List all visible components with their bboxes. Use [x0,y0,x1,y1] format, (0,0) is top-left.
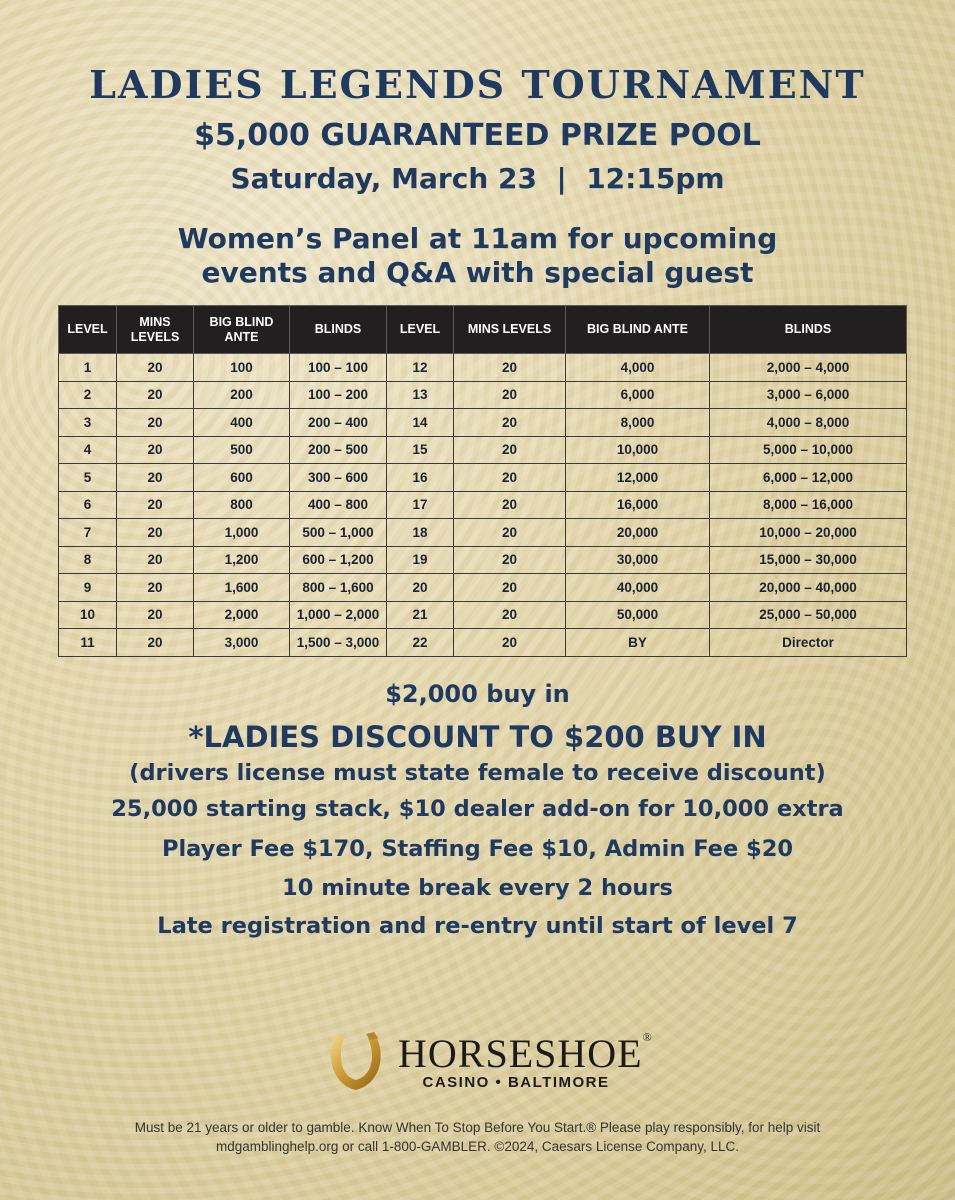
table-cell: 20,000 [566,519,710,547]
column-header-line: BLINDS [314,322,362,336]
license-note: (drivers license must state female to receive discount) [129,760,826,786]
table-cell: 20 [117,354,194,382]
panel-announcement [0,222,955,290]
table-cell: 20 [454,574,566,602]
column-header [59,306,117,354]
table-cell: 20 [454,491,566,519]
table-row [59,574,907,602]
disclaimer-line-1: Must be 21 years or older to gamble. Know When To Stop Before You Start.® Please play responsibly, for help visit [134,1120,821,1135]
column-header-line: ANTE [224,329,259,344]
table-cell: 19 [387,546,454,574]
table-cell: 200 – 500 [290,436,387,464]
table-cell: 12 [387,354,454,382]
column-header [194,306,290,354]
fees-text: Player Fee $170, Staffing Fee $10, Admin Fee $20 [161,836,794,862]
table-cell: 14 [387,409,454,437]
table-cell: 20 [454,354,566,382]
table-cell: 1,000 [194,519,290,547]
legal-disclaimer [0,1118,955,1156]
table-row [59,354,907,382]
table-cell: 1,500 – 3,000 [290,629,387,657]
table-cell: 20 [117,436,194,464]
table-cell: 20 [454,629,566,657]
column-header [566,306,710,354]
buy-in-text: $2,000 buy in [385,680,570,708]
table-cell: 21 [387,601,454,629]
table-row [59,546,907,574]
table-row [59,491,907,519]
table-row [59,601,907,629]
table-cell: 20 [454,464,566,492]
table-cell: 8,000 [566,409,710,437]
table-cell: 500 [194,436,290,464]
column-header-line: BIG BLIND ANTE [587,322,688,336]
table-cell: 300 – 600 [290,464,387,492]
table-cell: 1,000 – 2,000 [290,601,387,629]
table-cell: 600 – 1,200 [290,546,387,574]
table-cell: 2 [59,381,117,409]
table-cell: 20 [454,601,566,629]
table-row [59,519,907,547]
table-cell: 8 [59,546,117,574]
table-cell: 20 [387,574,454,602]
table-cell: 400 – 800 [290,491,387,519]
table-cell: 10,000 – 20,000 [710,519,907,547]
blind-structure-table [58,305,907,657]
table-cell: 20 [117,381,194,409]
table-cell: 20 [454,546,566,574]
table-cell: 3 [59,409,117,437]
table-cell: 17 [387,491,454,519]
table-cell: 10,000 [566,436,710,464]
table-cell: 20 [454,409,566,437]
prize-pool-subtitle: $5,000 GUARANTEED PRIZE POOL [194,118,761,153]
break-text: 10 minute break every 2 hours [282,875,673,901]
table-cell: 20,000 – 40,000 [710,574,907,602]
table-cell: 20 [117,519,194,547]
column-header-line: LEVEL [67,322,108,336]
table-cell: 20 [117,574,194,602]
table-cell: 20 [117,629,194,657]
column-header [387,306,454,354]
table-cell: 2,000 [194,601,290,629]
table-cell: 3,000 – 6,000 [710,381,907,409]
table-cell: 400 [194,409,290,437]
table-cell: 10 [59,601,117,629]
table-cell: 4 [59,436,117,464]
table-cell: 20 [117,601,194,629]
table-cell: 100 – 200 [290,381,387,409]
table-cell: 5,000 – 10,000 [710,436,907,464]
table-cell: 50,000 [566,601,710,629]
late-registration-text: Late registration and re-entry until start of level 7 [157,913,798,939]
disclaimer-line-2: mdgamblinghelp.org or call 1-800-GAMBLER. ©2024, Caesars License Company, LLC. [216,1139,739,1154]
table-cell: 1,600 [194,574,290,602]
table-cell: 13 [387,381,454,409]
table-cell: 9 [59,574,117,602]
table-body [59,354,907,657]
table-cell: 4,000 – 8,000 [710,409,907,437]
table-cell: 6,000 – 12,000 [710,464,907,492]
table-cell: 7 [59,519,117,547]
table-cell: 25,000 – 50,000 [710,601,907,629]
column-header [117,306,194,354]
registered-mark: ® [642,1030,653,1044]
table-cell: Director [710,629,907,657]
table-cell: 15,000 – 30,000 [710,546,907,574]
table-cell: 4,000 [566,354,710,382]
column-header [710,306,907,354]
horseshoe-wordmark [398,1030,653,1077]
table-cell: 1 [59,354,117,382]
panel-line-2: events and Q&A with special guest [201,256,754,289]
table-cell: 16 [387,464,454,492]
table-cell: 30,000 [566,546,710,574]
table-cell: 20 [454,519,566,547]
table-cell: 200 [194,381,290,409]
table-row [59,629,907,657]
table-cell: 12,000 [566,464,710,492]
horseshoe-icon [322,1030,390,1100]
column-header-line: BIG BLIND [209,314,274,329]
table-cell: 11 [59,629,117,657]
table-row [59,381,907,409]
table-cell: 1,200 [194,546,290,574]
page-title: LADIES LEGENDS TOURNAMENT [89,62,866,107]
table-cell: 18 [387,519,454,547]
ladies-discount-text: *LADIES DISCOUNT TO $200 BUY IN [188,720,767,754]
table-cell: 15 [387,436,454,464]
table-cell: 200 – 400 [290,409,387,437]
wordmark-text: HORSESHOE [398,1031,643,1076]
column-header [454,306,566,354]
starting-stack-text: 25,000 starting stack, $10 dealer add-on for 10,000 extra [111,796,844,822]
table-cell: 6,000 [566,381,710,409]
table-cell: 8,000 – 16,000 [710,491,907,519]
column-header [290,306,387,354]
panel-line-1: Women’s Panel at 11am for upcoming [177,222,778,255]
table-cell: 2,000 – 4,000 [710,354,907,382]
table-cell: 20 [117,464,194,492]
table-cell: 100 [194,354,290,382]
table-cell: 5 [59,464,117,492]
table-cell: 16,000 [566,491,710,519]
table-cell: 20 [454,381,566,409]
table-cell: 500 – 1,000 [290,519,387,547]
table-cell: 40,000 [566,574,710,602]
column-header-line: LEVEL [399,322,441,336]
event-date: Saturday, March 23 | 12:15pm [230,162,725,195]
column-header-line: LEVELS [130,329,180,344]
table-cell: BY [566,629,710,657]
table-cell: 800 – 1,600 [290,574,387,602]
table-cell: 22 [387,629,454,657]
table-cell: 800 [194,491,290,519]
logo-tagline: CASINO • BALTIMORE [422,1074,610,1091]
column-header-line: BLINDS [784,322,832,336]
table-row [59,409,907,437]
table-cell: 20 [117,546,194,574]
column-header-line: MINS [139,314,171,329]
table-cell: 3,000 [194,629,290,657]
table-row [59,436,907,464]
table-row [59,464,907,492]
column-header-line: MINS LEVELS [467,322,552,336]
table-cell: 20 [117,491,194,519]
table-cell: 6 [59,491,117,519]
table-cell: 100 – 100 [290,354,387,382]
table-cell: 600 [194,464,290,492]
table-header-row [59,306,907,354]
table-cell: 20 [454,436,566,464]
table-cell: 20 [117,409,194,437]
